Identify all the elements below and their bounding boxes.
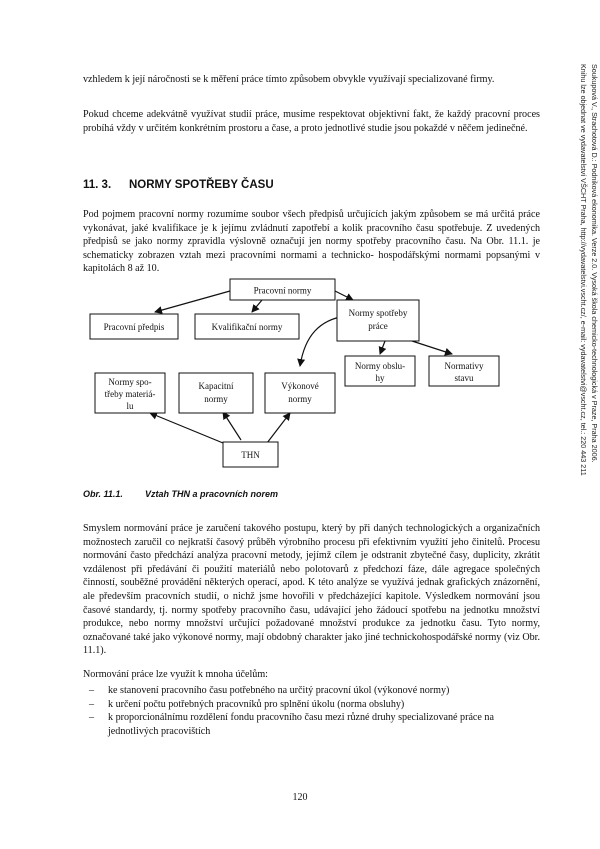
node-label: Výkonové bbox=[281, 381, 319, 391]
node-vykonove-normy bbox=[265, 373, 335, 413]
page-number: 120 bbox=[292, 792, 308, 803]
list-item-text: k určení počtu potřebných pracovníků pro splnění úkolu (norma obsluhy) bbox=[108, 698, 405, 710]
node-label: Kvalifikační normy bbox=[211, 322, 283, 332]
node-label: Normy spotřeby bbox=[348, 308, 408, 318]
figure-caption-label: Obr. 11.1. bbox=[83, 489, 123, 499]
node-label: Pracovní předpis bbox=[103, 322, 165, 332]
list-dash: – bbox=[89, 698, 95, 710]
node-label: normy bbox=[288, 394, 312, 404]
side-note-line-1: Soukupová V., Strachotová D.: Podniková ekonomika. Verze 2.0. Vysoká škola chemicko-technologická v Praze, Praha 2006. bbox=[590, 64, 599, 463]
list-item-text: ke stanovení pracovního času potřebného na určitý pracovní úkol (výkonové normy) bbox=[108, 685, 450, 696]
node-label: hy bbox=[375, 373, 385, 383]
node-label: Normativy bbox=[444, 361, 484, 371]
intro-paragraph-1: vzhledem k její náročnosti se k měření práce tímto způsobem obvykle využívají specializované firmy. bbox=[83, 74, 495, 85]
node-label: THN bbox=[241, 450, 260, 460]
body-paragraph-2: Normování práce lze využít k mnoha účelům: bbox=[83, 669, 268, 680]
node-label: práce bbox=[368, 321, 388, 331]
node-label: Normy obslu- bbox=[354, 361, 406, 371]
node-label: stavu bbox=[454, 373, 474, 383]
list-item bbox=[83, 698, 540, 712]
section-paragraph: Pod pojmem pracovní normy rozumíme soubor všech předpisů určujících jakým způsobem se má určitá práce vykonávat, jaké kvalifikace je k jejímu zvládnutí zapotřebí a kolik pracovního času spotřebuje. Z uvedených předpisů se jako normy zpravidla výslovně označují jen normy spotřeby pracovního času. Na Obr. 11.1. je schematicky zobrazen vztah mezi pracovními normami a technicko- hospodářskými normami popsanými v kapitolách 8 až 10. bbox=[83, 209, 540, 275]
node-kapacitni-normy bbox=[179, 373, 253, 413]
list-item bbox=[83, 711, 540, 738]
list-item-text: k proporcionálnímu rozdělení fondu pracovního času mezi různé druhy specializované práce na jednotlivých pracovištích bbox=[108, 712, 494, 737]
node-label: Normy spo- bbox=[108, 377, 152, 387]
list-dash: – bbox=[89, 685, 95, 696]
node-label: lu bbox=[126, 401, 134, 411]
figure-caption bbox=[83, 489, 278, 499]
node-label: Pracovní normy bbox=[253, 285, 312, 296]
section-title: NORMY SPOTŘEBY ČASU bbox=[129, 179, 274, 191]
body-paragraph-1: Smyslem normování práce je zaručení takového postupu, který by při daných technologických a organizačních možnostech zaručil co nejkratší časový průběh výrobního procesu při efektivním využití jeho činitelů. Procesu normování často předchází analýza pracovní metody, jejímž cílem je odstranit zbytečné časy, duplicity, zkrátit vzdálenost při předávání či použití materiálů nebo polotovarů z předchozí fáze, dále agregace společných činností, souběžné provádění některých operací, apod. K této analýze se využívá jednak grafických znázornění, ale především pracovních studií, o nichž jsme hovořili v předcházející kapitole. Výsledkem normování jsou časové standardy, tj. normy spotřeby pracovního času, udávající jeho žádoucí spotřebu na jednotku množství produkce, nebo normy množství určující požadované množství produkce za jednotku času. Tyto normy, označované také jako výkonové normy, mají obdobný charakter jako jiné technickohospodářské normy (viz Obr. 11.1). bbox=[83, 523, 540, 657]
node-label: Kapacitní bbox=[198, 381, 234, 391]
usage-list bbox=[83, 684, 540, 738]
side-note-line-2: Knihu lze objednat ve vydavatelství VŠCHT Praha, http://vydavatelstvi.vscht.cz/, e-mail: vydavatelstvi@vscht.cz, tel.: 220 443 211 bbox=[579, 64, 588, 476]
figure-caption-text: Vztah THN a pracovních norem bbox=[145, 489, 279, 499]
section-number: 11. 3. bbox=[83, 179, 112, 191]
node-label: normy bbox=[204, 394, 228, 404]
node-label: třeby materiá- bbox=[104, 389, 156, 399]
list-item bbox=[83, 684, 540, 698]
intro-paragraph-2: Pokud chceme adekvátně využívat studií práce, musíme respektovat objektivní fakt, že každý pracovní proces probíhá vždy v určitém konkrétním prostoru a čase, a proto jednotlivé studie jsou pokaždé v něčem jedinečné. bbox=[83, 109, 540, 134]
list-dash: – bbox=[89, 712, 95, 724]
